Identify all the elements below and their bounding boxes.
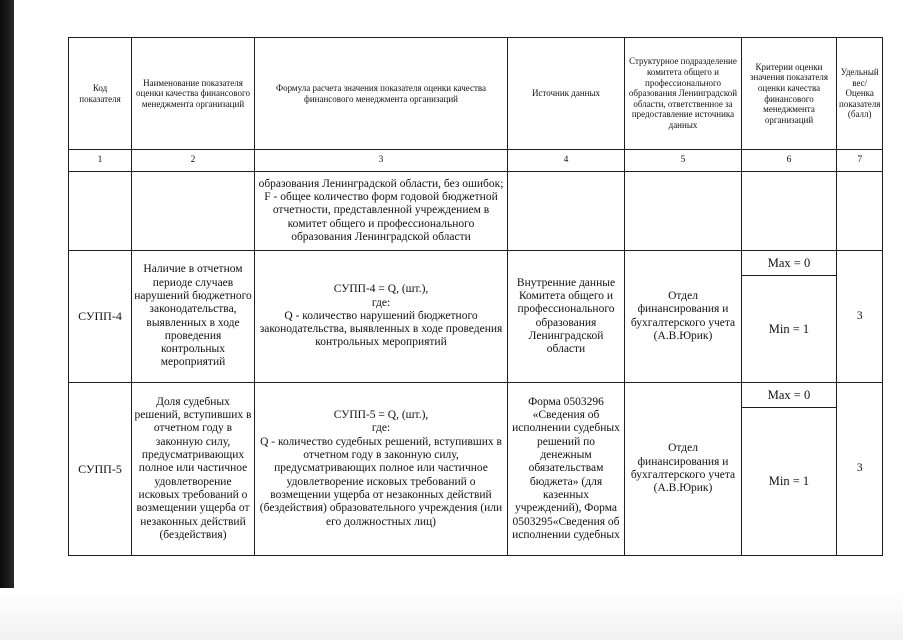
indicator-table	[68, 37, 883, 556]
continuation-formula: образования Ленинградской области, без ошибок; F - общее количество форм годовой бюджетной отчетности, представленной учреждением в комитет общего и профессионального образования Ленинградской области	[255, 172, 508, 251]
column-number: 6	[742, 150, 837, 172]
empty-cell	[625, 172, 742, 251]
header-data-source: Источник данных	[508, 38, 625, 150]
column-number: 3	[255, 150, 508, 172]
empty-cell	[508, 172, 625, 251]
header-formula: Формула расчета значения показателя оценки качества финансового менеджмента организаций	[255, 38, 508, 150]
indicator-code: СУПП-5	[69, 383, 132, 556]
indicator-weight: 3	[837, 251, 883, 383]
data-source: Внутренние данные Комитета общего и профессионального образования Ленинградской области	[508, 251, 625, 383]
indicator-weight: 3	[837, 383, 883, 556]
column-number: 4	[508, 150, 625, 172]
criteria-max: Max = 0	[742, 251, 837, 276]
empty-cell	[69, 172, 132, 251]
table-row	[69, 251, 883, 276]
column-number: 1	[69, 150, 132, 172]
criteria-min: Min = 1	[742, 408, 837, 556]
indicator-code: СУПП-4	[69, 251, 132, 383]
empty-cell	[837, 172, 883, 251]
header-department: Структурное подразделение комитета общего и профессионального образования Ленинградской области, ответственное за предоставление источника данных	[625, 38, 742, 150]
column-number-row	[69, 150, 883, 172]
indicator-formula: СУПП-4 = Q, (шт.), где: Q - количество нарушений бюджетного законодательства, выявленных в ходе проведения контрольных мероприятий	[255, 251, 508, 383]
header-weight: Удельный вес/Оценка показателя (балл)	[837, 38, 883, 150]
criteria-min: Min = 1	[742, 276, 837, 383]
scan-dark-edge	[0, 0, 14, 640]
data-source: Форма 0503296 «Сведения об исполнении судебных решений по денежным обязательствам бюджета» (для казенных учреждений), Форма 0503295«Сведения об исполнении судебных	[508, 383, 625, 556]
header-code: Код показателя	[69, 38, 132, 150]
responsible-department: Отдел финансирования и бухгалтерского учета (А.В.Юрик)	[625, 251, 742, 383]
indicator-name: Доля судебных решений, вступивших в отчетном году в законную силу, предусматривающих полное или частичное удовлетворение исковых требований о возмещении ущерба от незаконных действий (бездействия)	[132, 383, 255, 556]
indicator-name: Наличие в отчетном периоде случаев нарушений бюджетного законодательства, выявленных в ходе проведения контрольных мероприятий	[132, 251, 255, 383]
scan-bottom-margin	[0, 588, 903, 640]
header-criteria: Критерии оценки значения показателя оценки качества финансового менеджмента организаций	[742, 38, 837, 150]
column-number: 7	[837, 150, 883, 172]
header-row	[69, 38, 883, 150]
responsible-department: Отдел финансирования и бухгалтерского учета (А.В.Юрик)	[625, 383, 742, 556]
empty-cell	[132, 172, 255, 251]
empty-cell	[742, 172, 837, 251]
continuation-row	[69, 172, 883, 251]
table-row	[69, 383, 883, 408]
criteria-max: Max = 0	[742, 383, 837, 408]
column-number: 5	[625, 150, 742, 172]
column-number: 2	[132, 150, 255, 172]
indicator-formula: СУПП-5 = Q, (шт.), где: Q - количество судебных решений, вступивших в отчетном году в законную силу, предусматривающих полное или частичное удовлетворение исковых требований о возмещении ущерба от незаконных действий (бездействия) образовательного учреждения (или его должностных лиц)	[255, 383, 508, 556]
header-indicator-name: Наименование показателя оценки качества финансового менеджмента организаций	[132, 38, 255, 150]
